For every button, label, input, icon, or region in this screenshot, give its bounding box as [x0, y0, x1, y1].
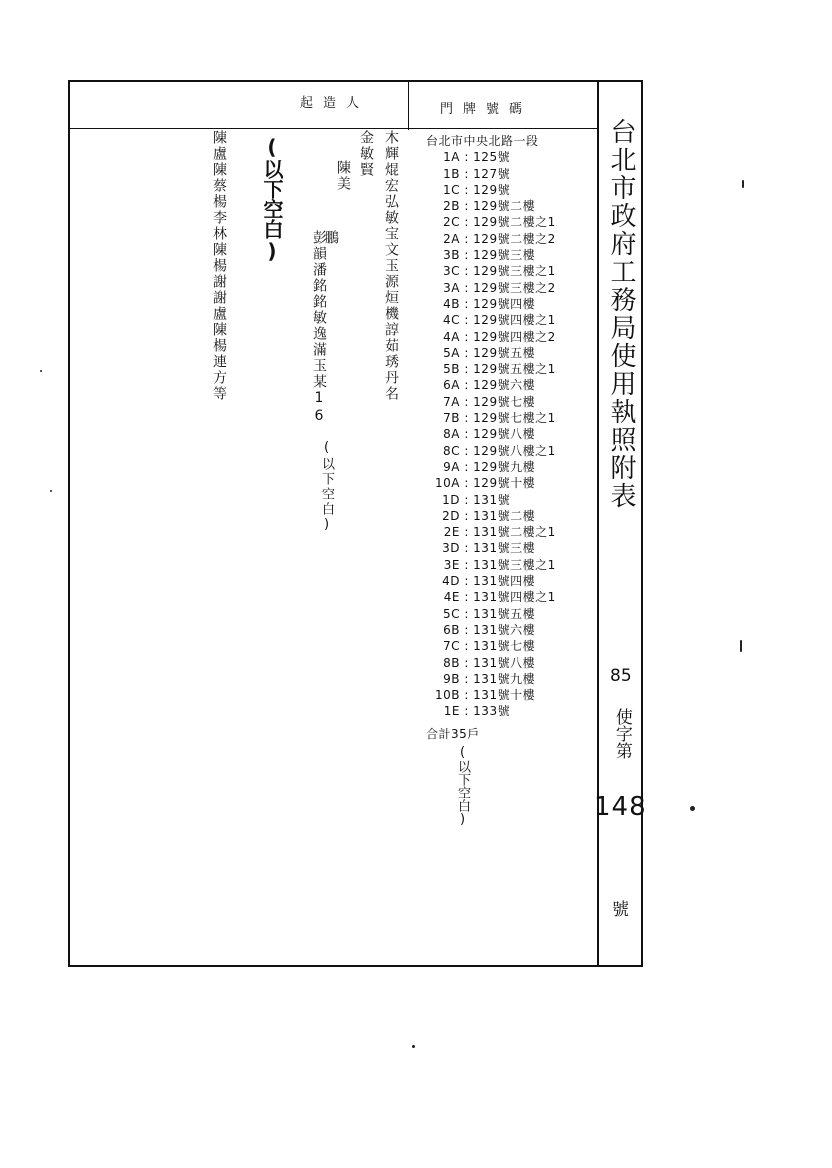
house-number: 129號八樓: [473, 427, 536, 442]
house-number: 129號六樓: [473, 378, 536, 393]
address-entry: 7A : 129號七樓: [426, 394, 556, 410]
house-number: 129號三樓之2: [473, 280, 556, 295]
unit-code: 5B: [443, 362, 460, 377]
house-number: 131號六樓: [473, 622, 536, 637]
permit-number: 148: [594, 792, 647, 822]
scan-speck: [50, 490, 52, 492]
unit-code: 2C: [442, 215, 460, 230]
scan-speck: [412, 1045, 415, 1048]
address-entry: 5A : 129號五樓: [426, 345, 556, 361]
house-number: 131號: [473, 492, 511, 507]
house-number: 129號三樓: [473, 248, 536, 263]
unit-code: 3C: [442, 264, 460, 279]
unit-code: 1D: [442, 492, 460, 507]
scan-speck: [740, 640, 742, 652]
house-number: 131號四樓之1: [473, 590, 556, 605]
owner-name-column: 陳盧陳蔡楊李林陳楊謝謝盧陳楊連方等: [211, 130, 227, 402]
address-entry: 5C : 131號五樓: [426, 606, 556, 622]
house-number: 129號二樓: [473, 199, 536, 214]
owner-name-column: 木輝焜宏弘敏宝文玉源烜機諄茹琇丹名: [383, 130, 399, 402]
unit-code: 5A: [443, 345, 460, 360]
unit-code: 2A: [443, 231, 460, 246]
title-column-divider: [597, 80, 599, 967]
unit-code: 6B: [443, 622, 460, 637]
house-number: 131號十樓: [473, 688, 536, 703]
house-number: 131號四樓: [473, 574, 536, 589]
house-number: 129號十樓: [473, 476, 536, 491]
unit-code: 9B: [443, 671, 460, 686]
address-entry: 7C : 131號七樓: [426, 638, 556, 654]
address-entry: 1A : 125號: [426, 149, 556, 165]
house-number: 129號五樓之1: [473, 362, 556, 377]
unit-code: 6A: [443, 378, 460, 393]
house-number: 131號三樓之1: [473, 557, 556, 572]
owner-list: [211, 130, 399, 534]
owner-name-column: 陳美: [335, 160, 351, 192]
address-entry: 2E : 131號二樓之1: [426, 524, 556, 540]
unit-code: 7C: [442, 639, 460, 654]
permit-suffix: 號: [612, 900, 629, 920]
address-entry: 3A : 129號三樓之2: [426, 280, 556, 296]
address-entry: 4D : 131號四樓: [426, 573, 556, 589]
unit-code: 5C: [442, 606, 460, 621]
house-number: 131號八樓: [473, 655, 536, 670]
house-number: 129號七樓: [473, 394, 536, 409]
address-entry: 6A : 129號六樓: [426, 377, 556, 393]
address-list: [426, 133, 556, 742]
unit-code: 4C: [442, 313, 460, 328]
address-entry: 6B : 131號六樓: [426, 622, 556, 638]
header-divider: [68, 128, 598, 129]
permit-word: 使字第: [611, 708, 632, 759]
document-title: 台北市政府工務局使用執照附表: [606, 118, 636, 510]
unit-code: 3E: [443, 557, 460, 572]
house-number: 129號八樓之1: [473, 443, 556, 458]
house-number: 129號二樓之1: [473, 215, 556, 230]
house-number: 131號二樓之1: [473, 525, 556, 540]
unit-code: 7B: [443, 411, 460, 426]
address-entry: 5B : 129號五樓之1: [426, 361, 556, 377]
house-number: 131號九樓: [473, 671, 536, 686]
house-number: 129號五樓: [473, 345, 536, 360]
address-entry: 10B : 131號十樓: [426, 687, 556, 703]
house-number: 129號四樓之1: [473, 313, 556, 328]
unit-code: 3B: [443, 248, 460, 263]
house-number: 131號七樓: [473, 639, 536, 654]
house-number: 125號: [473, 150, 511, 165]
address-entry: 8C : 129號八樓之1: [426, 443, 556, 459]
unit-code: 4D: [442, 574, 460, 589]
address-entry: 4E : 131號四樓之1: [426, 589, 556, 605]
house-number: 131號三樓: [473, 541, 536, 556]
owner-name-column: 鵬: [323, 230, 339, 246]
unit-code: 10A: [435, 476, 460, 491]
address-entry: 1E : 133號: [426, 703, 556, 719]
house-number: 129號四樓之2: [473, 329, 556, 344]
unit-code: 8A: [443, 427, 460, 442]
address-entry: 1C : 129號: [426, 182, 556, 198]
house-number: 129號七樓之1: [473, 411, 556, 426]
unit-code: 2D: [442, 508, 460, 523]
house-number: 129號二樓之2: [473, 231, 556, 246]
house-number: 133號: [473, 704, 511, 719]
address-entry: 2A : 129號二樓之2: [426, 231, 556, 247]
owner-column-blank-marker: (以下空白): [319, 440, 334, 534]
unit-code: 10B: [434, 688, 460, 703]
scan-speck: [742, 180, 744, 188]
address-entry: 4A : 129號四樓之2: [426, 329, 556, 345]
unit-code: 1E: [443, 704, 460, 719]
scan-speck: [40, 370, 42, 372]
house-number: 129號九樓: [473, 459, 536, 474]
owner-address-divider: [408, 80, 409, 130]
unit-code: 2B: [443, 199, 460, 214]
unit-code: 4B: [443, 296, 460, 311]
address-blank-marker: (以下空白): [455, 745, 470, 827]
owners-blank-marker: (以下空白): [260, 135, 284, 263]
house-number: 127號: [473, 166, 511, 181]
household-total: 合計35戶: [426, 726, 480, 741]
unit-code: 1C: [442, 182, 460, 197]
address-entry: 9B : 131號九樓: [426, 671, 556, 687]
owner-name-column: 彭韻潘銘銘敏逸滿玉某16: [311, 230, 327, 426]
permit-year: 85: [610, 666, 632, 686]
house-number: 129號四樓: [473, 296, 536, 311]
address-entry: 3C : 129號三樓之1: [426, 263, 556, 279]
address-entry: 3D : 131號三樓: [426, 540, 556, 556]
address-entry: 3B : 129號三樓: [426, 247, 556, 263]
unit-code: 1A: [443, 150, 460, 165]
unit-code: 4A: [443, 329, 460, 344]
address-entry: 4B : 129號四樓: [426, 296, 556, 312]
address-entry: 1B : 127號: [426, 166, 556, 182]
house-number: 129號: [473, 182, 511, 197]
house-number: 129號三樓之1: [473, 264, 556, 279]
address-column-header: 門牌號碼: [440, 102, 533, 117]
address-entry: 2B : 129號二樓: [426, 198, 556, 214]
unit-code: 4E: [443, 590, 460, 605]
owner-name-column: 金敏賢: [358, 130, 374, 178]
unit-code: 8B: [443, 655, 460, 670]
address-entry: 7B : 129號七樓之1: [426, 410, 556, 426]
address-entry: 2D : 131號二樓: [426, 508, 556, 524]
address-entry: 10A : 129號十樓: [426, 475, 556, 491]
unit-code: 2E: [443, 525, 460, 540]
scan-speck: [690, 806, 695, 811]
unit-code: 3A: [443, 280, 460, 295]
house-number: 131號二樓: [473, 508, 536, 523]
unit-code: 7A: [443, 394, 460, 409]
address-entry: 3E : 131號三樓之1: [426, 557, 556, 573]
address-entries: [426, 149, 556, 719]
unit-code: 8C: [442, 443, 460, 458]
street-name: 台北市中央北路一段: [426, 134, 539, 148]
house-number: 131號五樓: [473, 606, 536, 621]
address-entry: 9A : 129號九樓: [426, 459, 556, 475]
owner-column-header: 起造人: [300, 96, 370, 111]
address-entry: 1D : 131號: [426, 492, 556, 508]
unit-code: 3D: [442, 541, 460, 556]
unit-code: 9A: [443, 459, 460, 474]
address-entry: 2C : 129號二樓之1: [426, 214, 556, 230]
address-entry: 8A : 129號八樓: [426, 426, 556, 442]
address-entry: 8B : 131號八樓: [426, 655, 556, 671]
address-entry: 4C : 129號四樓之1: [426, 312, 556, 328]
unit-code: 1B: [443, 166, 460, 181]
